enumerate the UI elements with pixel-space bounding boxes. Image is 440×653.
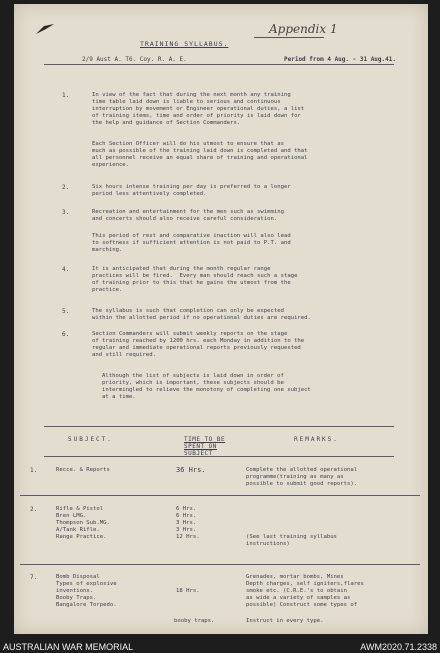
row-time: 36 Hrs. [176, 466, 206, 474]
row-continuation-remarks: Instruct in every type. [246, 618, 324, 624]
paragraph-text: This period of rest and comparative inaction will also lead to softness if sufficient attention is not paid to P.T. and marching. [92, 233, 291, 253]
row-subject: Rifle & Pistol Bren LMG. Thompson Sub.MG. A/Tank Rifle. Range Practice. [56, 506, 110, 540]
row-number: 2. [30, 506, 38, 513]
paragraph-number: 2. [62, 184, 70, 191]
subject-heading: SUBJECT. [68, 436, 113, 443]
paragraph-text: It is anticipated that during the month regular range practices will be fired. Every man should reach such a stage of training prior to this that he gains the utmost from the practice. [92, 266, 298, 293]
paragraph-number: 6. [62, 331, 70, 338]
document-page [14, 4, 428, 634]
appendix-annotation: Appendix 1 [269, 22, 338, 36]
table-header-rule [44, 456, 394, 457]
row-continuation: booby traps. [174, 618, 215, 624]
paragraph-text: Recreation and entertainment for the men such as swimming and concerts should also receive careful consideration. [92, 209, 284, 222]
paragraph-text: Although the list of subjects is laid down in order of priority, which is important, these subjects should be intermingled to relieve the monotony of completing one subject at a time. [102, 373, 311, 400]
paragraph-text: Section Commanders will submit weekly reports on the stage of training reached by 1200 hrs. each Monday in addition to the regular and immediate operational reports previously requested and still required. [92, 331, 305, 358]
table-top-rule [44, 426, 394, 427]
period-dates: Period from 4 Aug. - 31 Aug.41. [284, 56, 396, 63]
header-rule [44, 64, 394, 65]
ink-mark-icon [34, 22, 56, 36]
document-title: TRAINING SYLLABUS. [140, 40, 229, 48]
paragraph-number: 3. [62, 209, 70, 216]
row-remarks: Grenades, mortar bombs, Mines Depth charges, self igniters,flares smoke etc. (C.R.E.'s to obtain as wide a variety of samples as possible) Construct some types of [246, 574, 364, 608]
row-time: 6 Hrs. 6 Hrs. 3 Hrs. 3 Hrs. 12 Hrs. [176, 506, 200, 540]
paragraph-text: Each Section Officer will do his utmost to ensure that as much as possible of the training laid down is completed and that all personnel receive an equal share of training and operational experience. [92, 141, 308, 168]
row-remarks: Complete the allotted operational programme(training as many as possible to submit good reports). [246, 467, 358, 487]
appendix-underline [254, 37, 324, 38]
row-rule [20, 564, 420, 565]
row-time: 18 Hrs. [176, 588, 200, 594]
row-number: 1. [30, 467, 38, 474]
archive-footer [0, 634, 440, 653]
archive-reference: AWM2020.71.2338 [360, 642, 437, 652]
paragraph-number: 4. [62, 266, 70, 273]
remarks-heading: REMARKS. [294, 436, 339, 443]
paragraph-number: 1. [62, 92, 70, 99]
row-subject: Bomb Disposal Types of explosive inventions. Booby Traps. Bangalore Torpedo. [56, 574, 117, 608]
paragraph-text: The syllabus is such that completion can only be expected within the allotted period if no operational duties are required. [92, 308, 311, 321]
paragraph-text: Six hours intense training per day is preferred to a longer period less attentively completed. [92, 184, 291, 197]
row-number: 7. [30, 574, 38, 581]
row-remarks: (See last training syllabus instructions) [246, 534, 337, 547]
archive-name: AUSTRALIAN WAR MEMORIAL [3, 642, 134, 652]
paragraph-number: 5. [62, 308, 70, 315]
time-heading: TIME TO BE SPENT ON SUBJECT [184, 436, 226, 457]
paragraph-text: In view of the fact that during the next month any training time table laid down is liable to serious and continuous interruption by movement or Engineer operational duties, a list of training items, time and order of priority is laid down for the help and guidance of Section Commanders. [92, 92, 305, 126]
unit-designation: 2/9 Aust A. T6. Coy. R. A. E. [82, 56, 187, 63]
row-subject: Recce. & Reports [56, 467, 110, 473]
row-rule [20, 495, 420, 496]
